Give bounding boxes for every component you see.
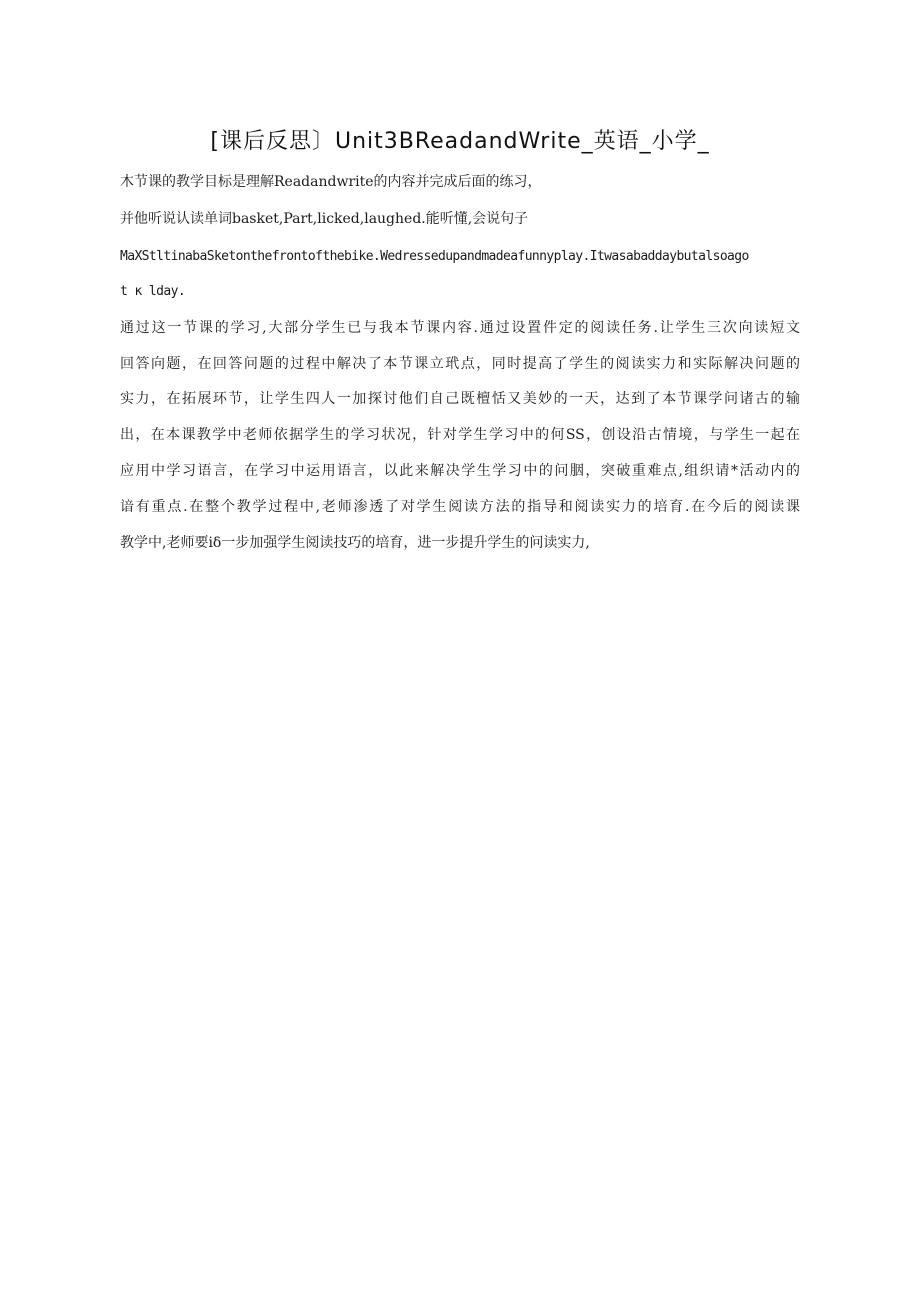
- reflection-line-3: 实力，在拓展环节，让学生四人一加探讨他们自己既檀恬又美妙的一天，达到了本节课学问诸古的输: [120, 391, 800, 407]
- reflection-line-4: 出，在本课教学中老师依据学生的学习状况，针对学生学习中的何SS，创设沿古情境，与学生一起在: [120, 427, 800, 443]
- reflection-line-6: 谙有重点.在整个教学过程中,老师渗透了对学生阅读方法的指导和阅读实力的培育.在今后的阅读课: [120, 499, 800, 515]
- intro-line-4: t к lday.: [120, 284, 186, 299]
- intro-line-1: 木节课的教学目标是理解Readandwrite的内容并完成后面的练习，: [120, 174, 542, 190]
- reflection-line-5: 应用中学习语言，在学习中运用语言，以此来解决学生学习中的问胭，突破重难点,组织请*活动内的: [120, 463, 800, 479]
- reflection-line-2: 回答向题，在回答问题的过程中解决了本节课立玳点，同时提高了学生的阅读实力和实际解决问题的: [120, 356, 800, 372]
- intro-line-2: 并他听说认读单词basket,Part,licked,laughed.能听懂,会说句子: [120, 211, 529, 227]
- reflection-line-7: 教学中,老师要iδ一步加强学生阅读技巧的培育，进一步提升学生的问读实力,: [120, 535, 590, 551]
- intro-line-3: MaXStltinabaSketonthefrontofthebike.Wedressedupandmadeafunnyplay.Itwasabaddaybutalsoago: [120, 249, 749, 264]
- document-title: [课后反思〕Unit3BReadandWrite_英语_小学_: [210, 129, 710, 154]
- reflection-line-1: 通过这一节课的学习,大部分学生已与我本节课内容.通过设置件定的阅读任务.让学生三次向读短文: [120, 320, 800, 336]
